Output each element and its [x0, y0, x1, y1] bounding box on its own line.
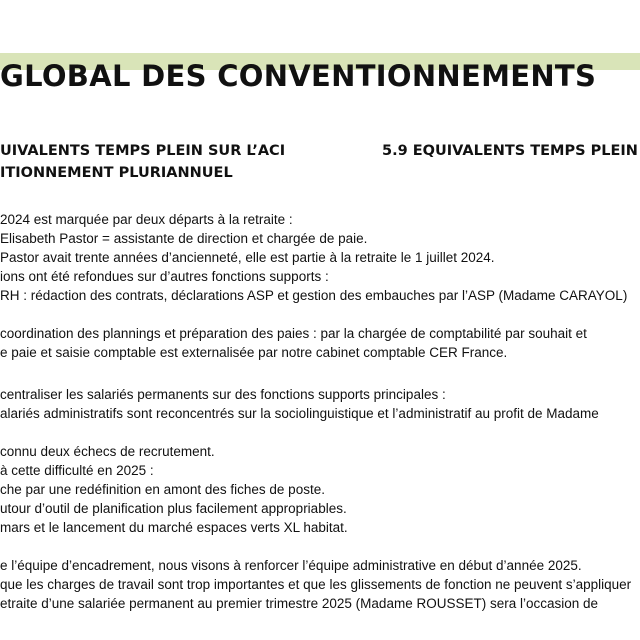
body-line: mars et le lancement du marché espaces verts XL habitat.	[0, 520, 348, 535]
body-line: e paie et saisie comptable est externalisée par notre cabinet comptable CER France.	[0, 345, 508, 360]
body-line: que les charges de travail sont trop importantes et que les glissements de fonction ne peuvent s’appliquer	[0, 577, 632, 592]
body-line: ions ont été refondues sur d’autres fonctions supports :	[0, 269, 329, 284]
body-line: utour d’outil de planification plus facilement appropriables.	[0, 501, 347, 516]
body-line: e l’équipe d’encadrement, nous visons à renforcer l’équipe administrative en début d’année 2025.	[0, 558, 582, 573]
subtitle-left-line-2: ITIONNEMENT PLURIANNUEL	[0, 165, 233, 181]
subtitle-right: 5.9 EQUIVALENTS TEMPS PLEIN	[382, 143, 638, 159]
body-line: Pastor avait trente années d’ancienneté, elle est partie à la retraite le 1 juillet 2024.	[0, 250, 495, 265]
body-line: à cette difficulté en 2025 :	[0, 463, 154, 478]
section-title: GLOBAL DES CONVENTIONNEMENTS	[0, 59, 597, 93]
body-line: connu deux échecs de recrutement.	[0, 444, 215, 459]
body-line: RH : rédaction des contrats, déclarations ASP et gestion des embauches par l’ASP (Madame CARAYOL)	[0, 288, 628, 303]
subtitle-left-line-1: UIVALENTS TEMPS PLEIN SUR L’ACI	[0, 143, 286, 159]
body-line: 2024 est marquée par deux départs à la retraite :	[0, 212, 293, 227]
body-line: coordination des plannings et préparation des paies : par la chargée de comptabilité par souhait et	[0, 326, 587, 341]
body-line: che par une redéfinition en amont des fiches de poste.	[0, 482, 325, 497]
body-line: etraite d’une salariée permanent au premier trimestre 2025 (Madame ROUSSET) sera l’occasion de	[0, 596, 599, 611]
body-line: centraliser les salariés permanents sur des fonctions supports principales :	[0, 387, 446, 402]
body-line: Elisabeth Pastor = assistante de direction et chargée de paie.	[0, 231, 368, 246]
body-line: alariés administratifs sont reconcentrés sur la sociolinguistique et l’administratif au profit de Madame	[0, 406, 599, 421]
